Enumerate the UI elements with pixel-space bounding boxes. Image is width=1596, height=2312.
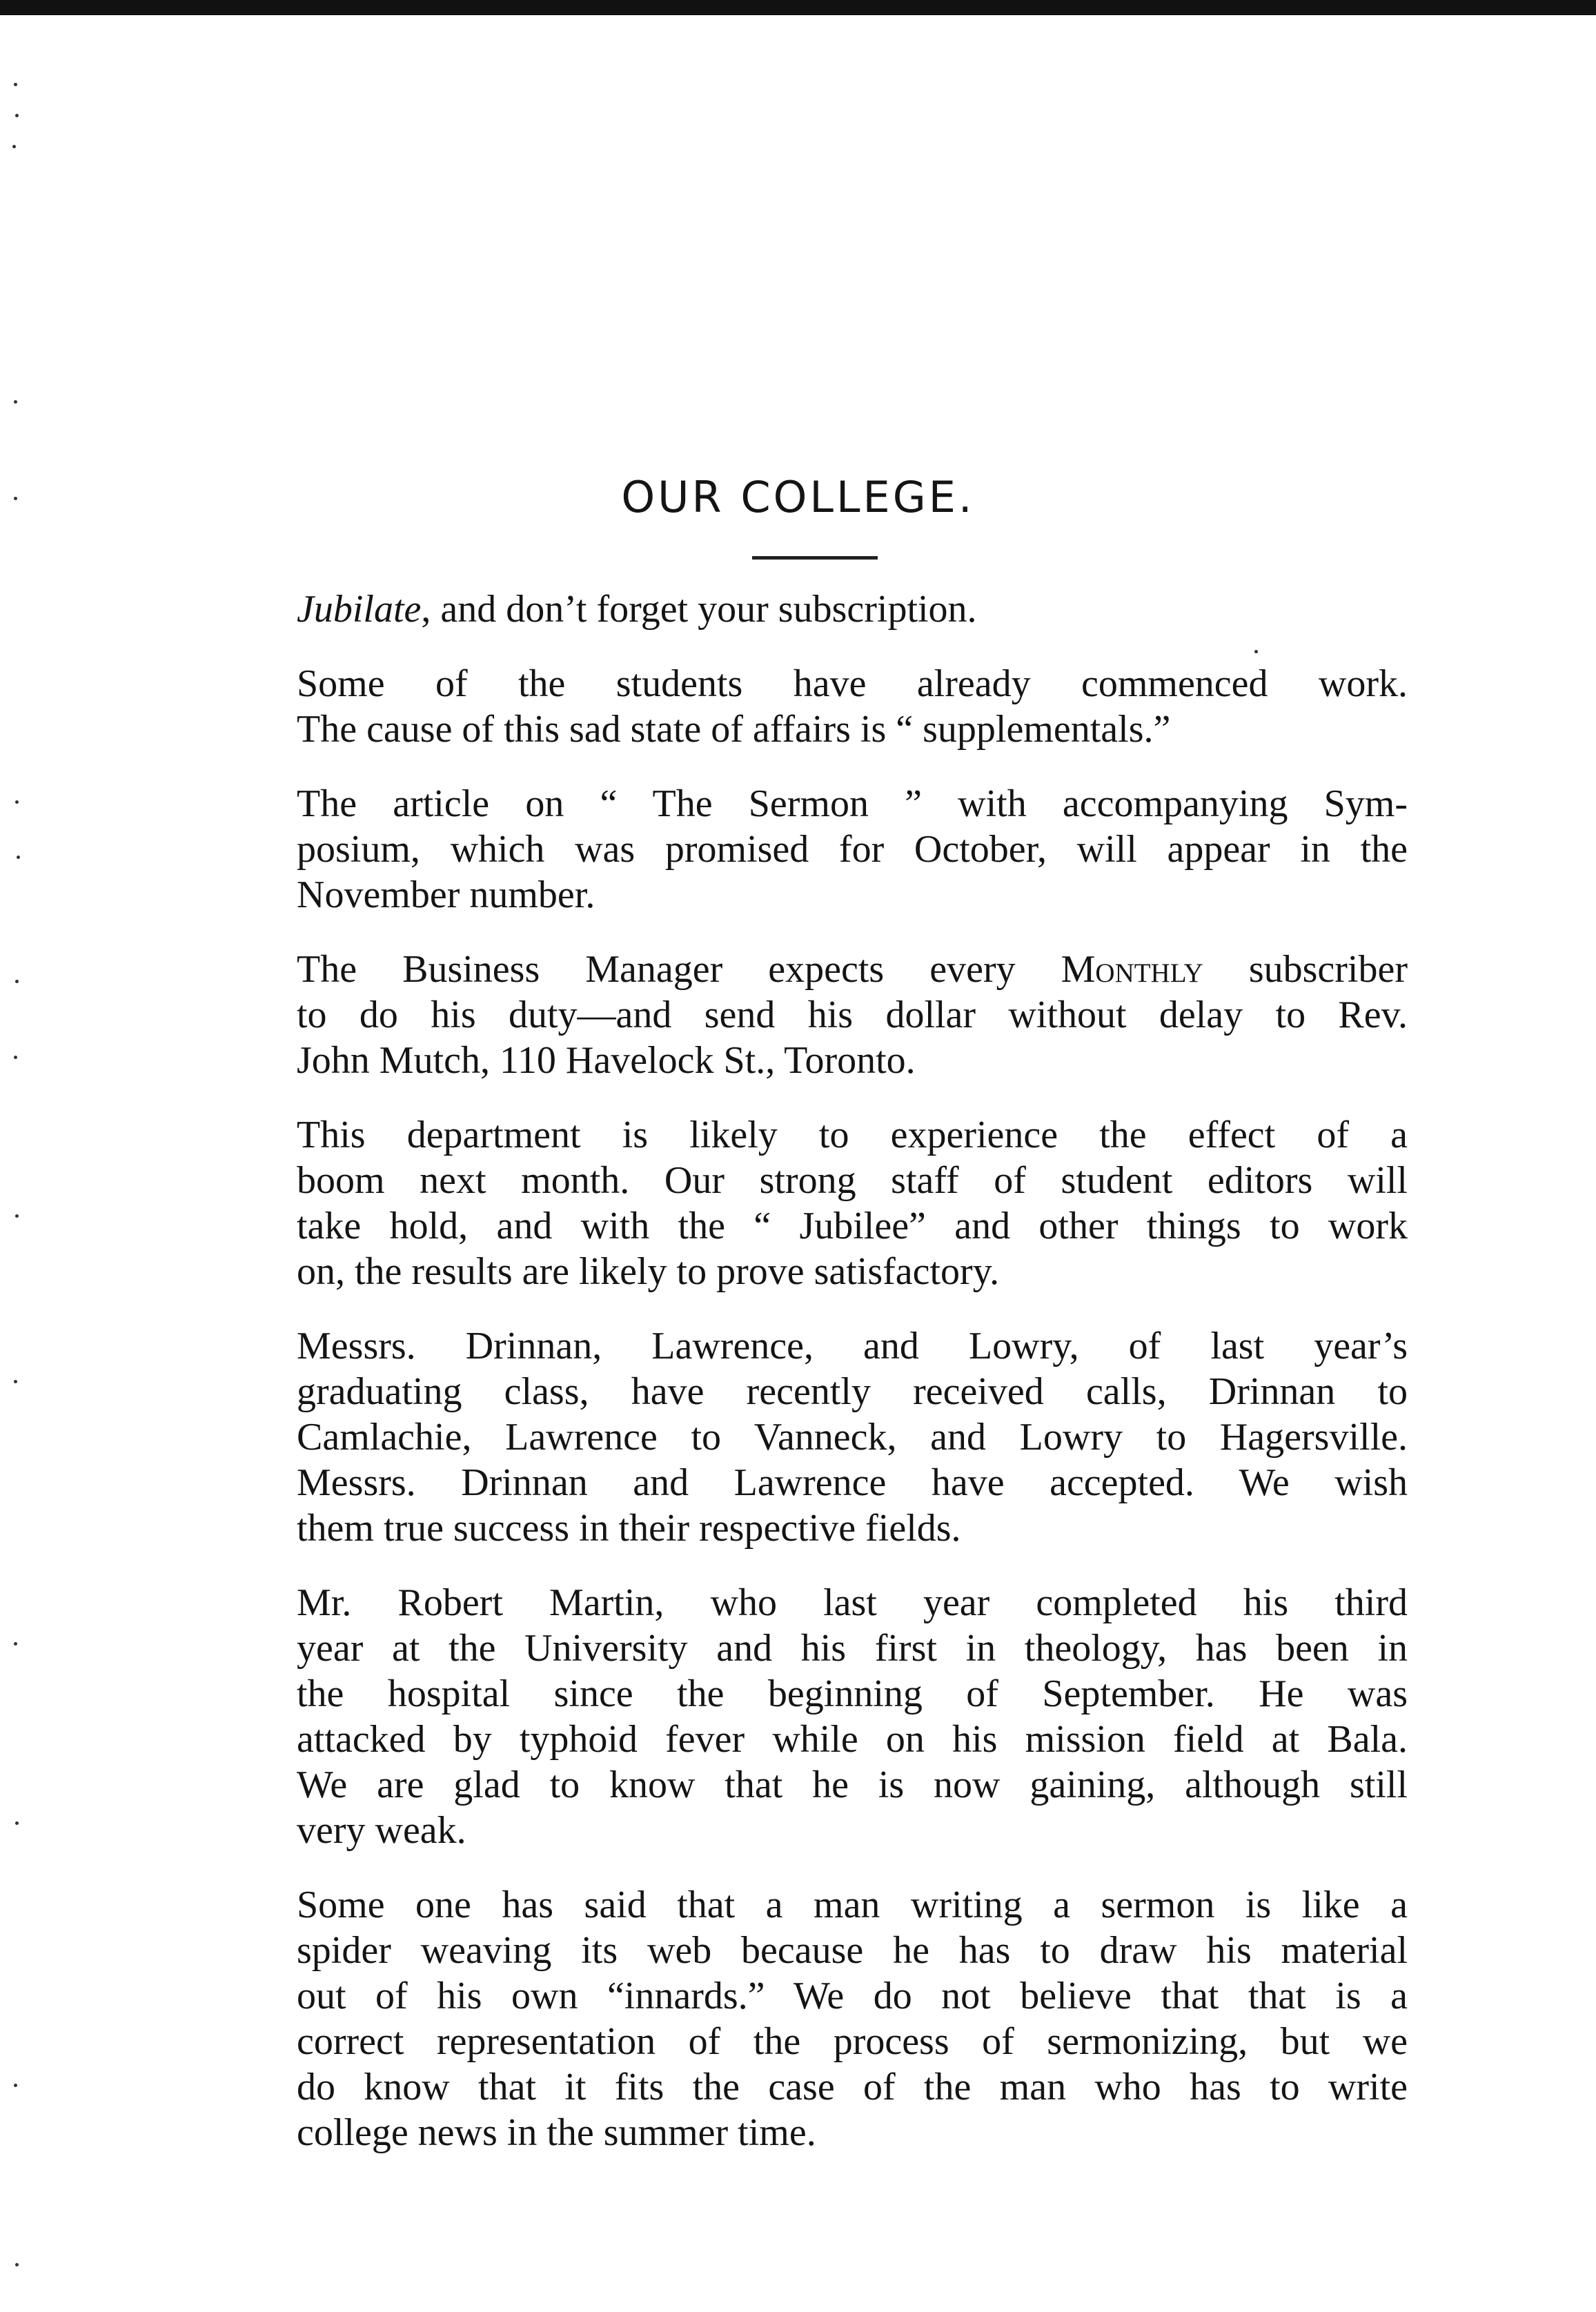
- text-line: The cause of this sad state of affairs is “ supplementals.”: [297, 708, 1171, 751]
- text-line: take hold, and with the “ Jubilee” and other things to work: [297, 1205, 1408, 1247]
- text-line: correct representation of the process of sermonizing, but we: [297, 2020, 1408, 2063]
- text-line: boom next month. Our strong staff of student editors will: [297, 1159, 1408, 1202]
- line-text: , and don’t forget your subscription.: [421, 588, 977, 631]
- text-line: We are glad to know that he is now gaining, although still: [297, 1763, 1408, 1806]
- text-line: graduating class, have recently received calls, Drinnan to: [297, 1370, 1408, 1413]
- page-title: OUR COLLEGE.: [621, 472, 975, 522]
- text-line: Camlachie, Lawrence to Vanneck, and Lowry to Hagersville.: [297, 1416, 1408, 1459]
- scan-speck: [15, 114, 19, 117]
- text-line: The article on “ The Sermon ” with accompanying Sym-: [297, 782, 1408, 825]
- scan-speck: [14, 2084, 17, 2087]
- text-line: Some of the students have already commenced work.: [297, 662, 1408, 705]
- scan-speck: [12, 145, 16, 148]
- text-line: This department is likely to experience the effect of a: [297, 1114, 1408, 1156]
- text-line: on, the results are likely to prove satisfactory.: [297, 1250, 1000, 1293]
- paragraph-spider-sermon: [297, 1882, 1408, 2155]
- text-line: do know that it fits the case of the man who has to write: [297, 2066, 1408, 2108]
- text-line: Messrs. Drinnan and Lawrence have accepted. We wish: [297, 1461, 1408, 1504]
- scan-speck: [15, 980, 19, 983]
- text-line: out of his own “innards.” We do not believe that that is a: [297, 1975, 1408, 2017]
- text-line: year at the University and his first in theology, has been in: [297, 1627, 1408, 1670]
- text-line: very weak.: [297, 1809, 466, 1852]
- paragraph-graduates-calls: [297, 1323, 1408, 1551]
- top-border-rule: [0, 0, 1596, 15]
- scan-speck: [14, 400, 17, 404]
- scan-speck: [14, 1642, 17, 1646]
- text-line: attacked by typhoid fever while on his mission field at Bala.: [297, 1718, 1408, 1761]
- text-line: spider weaving its web because he has to draw his material: [297, 1929, 1408, 1972]
- scan-speck: [15, 1214, 19, 1218]
- paragraph-business-manager: [297, 947, 1408, 1083]
- text-line: [297, 586, 1408, 632]
- paragraph-jubilate: [297, 586, 1408, 632]
- article-body: [297, 586, 1408, 2184]
- heading-underline-rule: [752, 556, 878, 560]
- scan-speck: [14, 1380, 17, 1383]
- line-text: The Business Manager expects every: [297, 948, 1061, 991]
- text-line: Mr. Robert Martin, who last year completed his third: [297, 1581, 1408, 1624]
- italic-word: Jubilate: [297, 588, 422, 631]
- scan-speck: [15, 1821, 19, 1825]
- paragraph-department-boom: [297, 1112, 1408, 1294]
- scan-speck: [14, 83, 17, 86]
- text-line: college news in the summer time.: [297, 2111, 816, 2154]
- scan-margin-marks: [0, 0, 55, 2312]
- scan-speck: [17, 856, 20, 859]
- text-line: Messrs. Drinnan, Lawrence, and Lowry, of last year’s: [297, 1325, 1408, 1367]
- scan-speck: [14, 1056, 17, 1059]
- text-line: the hospital since the beginning of September. He was: [297, 1672, 1408, 1715]
- smallcaps-word: Monthly: [1061, 948, 1203, 991]
- text-line: them true success in their respective fields.: [297, 1507, 961, 1550]
- paragraph-supplementals: [297, 661, 1408, 752]
- line-text: subscriber: [1203, 948, 1408, 991]
- text-line: November number.: [297, 873, 595, 916]
- text-line: to do his duty—and send his dollar without delay to Rev.: [297, 994, 1408, 1036]
- paragraph-robert-martin: [297, 1580, 1408, 1853]
- scan-speck: [15, 2263, 19, 2266]
- text-line: Some one has said that a man writing a sermon is like a: [297, 1884, 1408, 1926]
- text-line: [297, 947, 1408, 992]
- paragraph-sermon-article: [297, 781, 1408, 918]
- text-line: John Mutch, 110 Havelock St., Toronto.: [297, 1039, 916, 1082]
- text-line: posium, which was promised for October, will appear in the: [297, 828, 1408, 871]
- scan-speck: [15, 800, 19, 804]
